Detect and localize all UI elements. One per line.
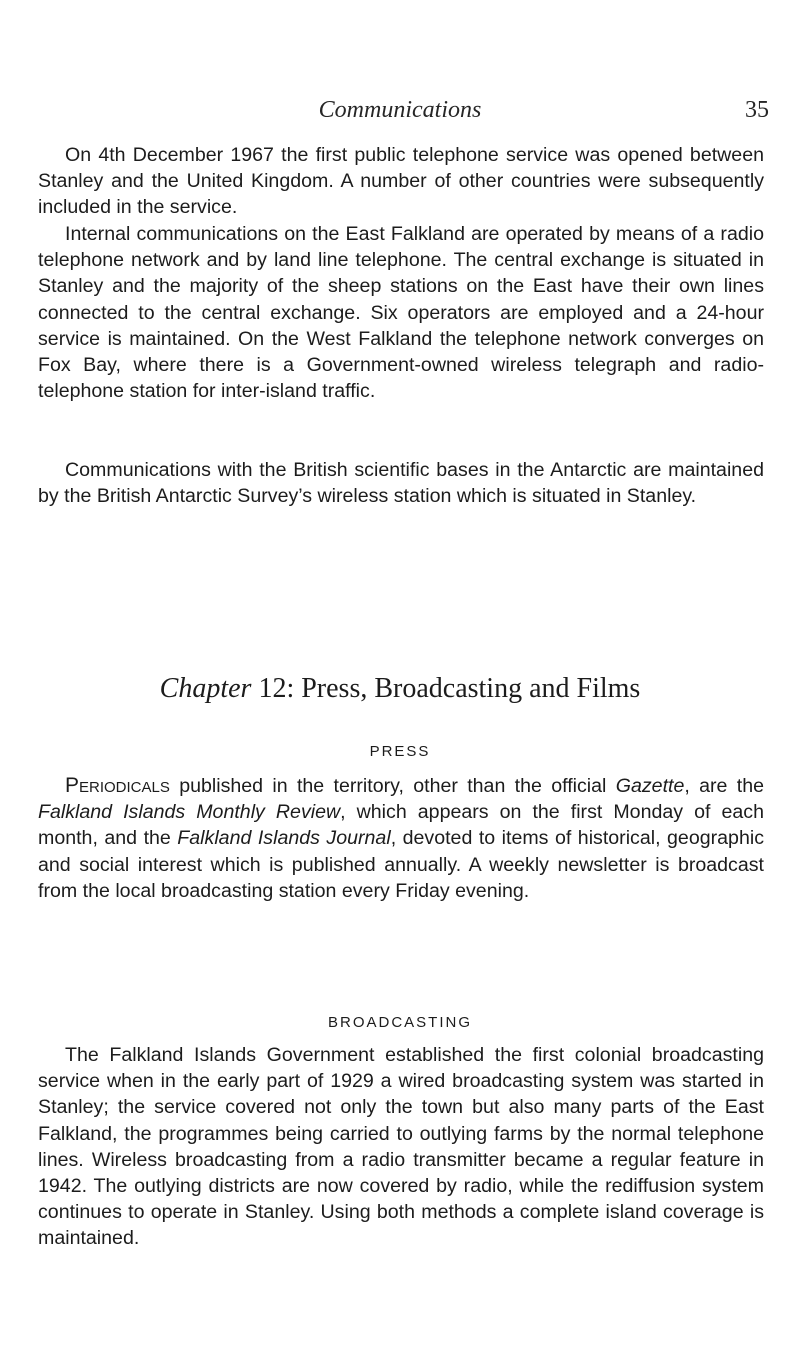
press-text-3: , which appears on the first Monday of each month, and the bbox=[38, 801, 764, 850]
section-heading-broadcasting: BROADCASTING bbox=[327, 1014, 472, 1031]
page-number: 35 bbox=[745, 97, 769, 123]
press-text-4: , devoted to items of historical, geographic and social interest which is published annually. A weekly newsletter is broadcast from the local broadcasting station every Friday evening. bbox=[38, 827, 764, 902]
paragraph-periodicals bbox=[38, 773, 764, 904]
paragraph-broadcasting: The Falkland Islands Government established the first colonial broadcasting service when in the early part of 1929 a wired broadcasting system was started in Stanley; the service covered not only the town but also many parts of the East Falkland, the programmes being carried to outlying farms by the normal telephone lines. Wireless broadcasting from a radio transmitter became a regular feature in 1942. The outlying districts are now covered by radio, while the rediffusion system continues to operate in Stanley. Using both methods a complete island coverage is maintained. bbox=[38, 1044, 764, 1250]
page-header bbox=[0, 97, 800, 131]
press-title-journal: Falkland Islands Journal bbox=[177, 827, 391, 850]
paragraph-antarctic-communications: Communications with the British scientific bases in the Antarctic are maintained by the British Antarctic Survey’s wireless station which is situated in Stanley. bbox=[38, 459, 764, 508]
chapter-title: Press, Broadcasting and Films bbox=[301, 673, 641, 704]
press-text-1: published in the territory, other than the official bbox=[169, 775, 616, 797]
running-title: Communications bbox=[318, 97, 482, 123]
section-heading-press: PRESS bbox=[369, 743, 431, 760]
chapter-number: 12: bbox=[258, 673, 295, 704]
press-title-monthly-review: Falkland Islands Monthly Review bbox=[38, 801, 341, 824]
chapter-heading bbox=[0, 673, 800, 705]
paragraph-internal-communications: Internal communications on the East Falkland are operated by means of a radio telephone network and by land line telephone. The central exchange is situated in Stanley and the majority of the sheep stations on the East have their own lines connected to the central exchange. Six operators are employed and a 24-hour service is maintained. On the West Falkland the telephone network converges on Fox Bay, where there is a Government-owned wireless telegraph and radio-telephone station for inter-island traffic. bbox=[38, 223, 764, 403]
press-title-gazette: Gazette bbox=[615, 775, 685, 797]
periodicals-lead: Periodicals bbox=[65, 774, 170, 797]
chapter-label: Chapter bbox=[159, 673, 252, 704]
paragraph-first-telephone-service: On 4th December 1967 the first public telephone service was opened between Stanley and the United Kingdom. A number of other countries were subsequently included in the service. bbox=[38, 144, 764, 219]
press-text-2: , are the bbox=[684, 775, 764, 797]
